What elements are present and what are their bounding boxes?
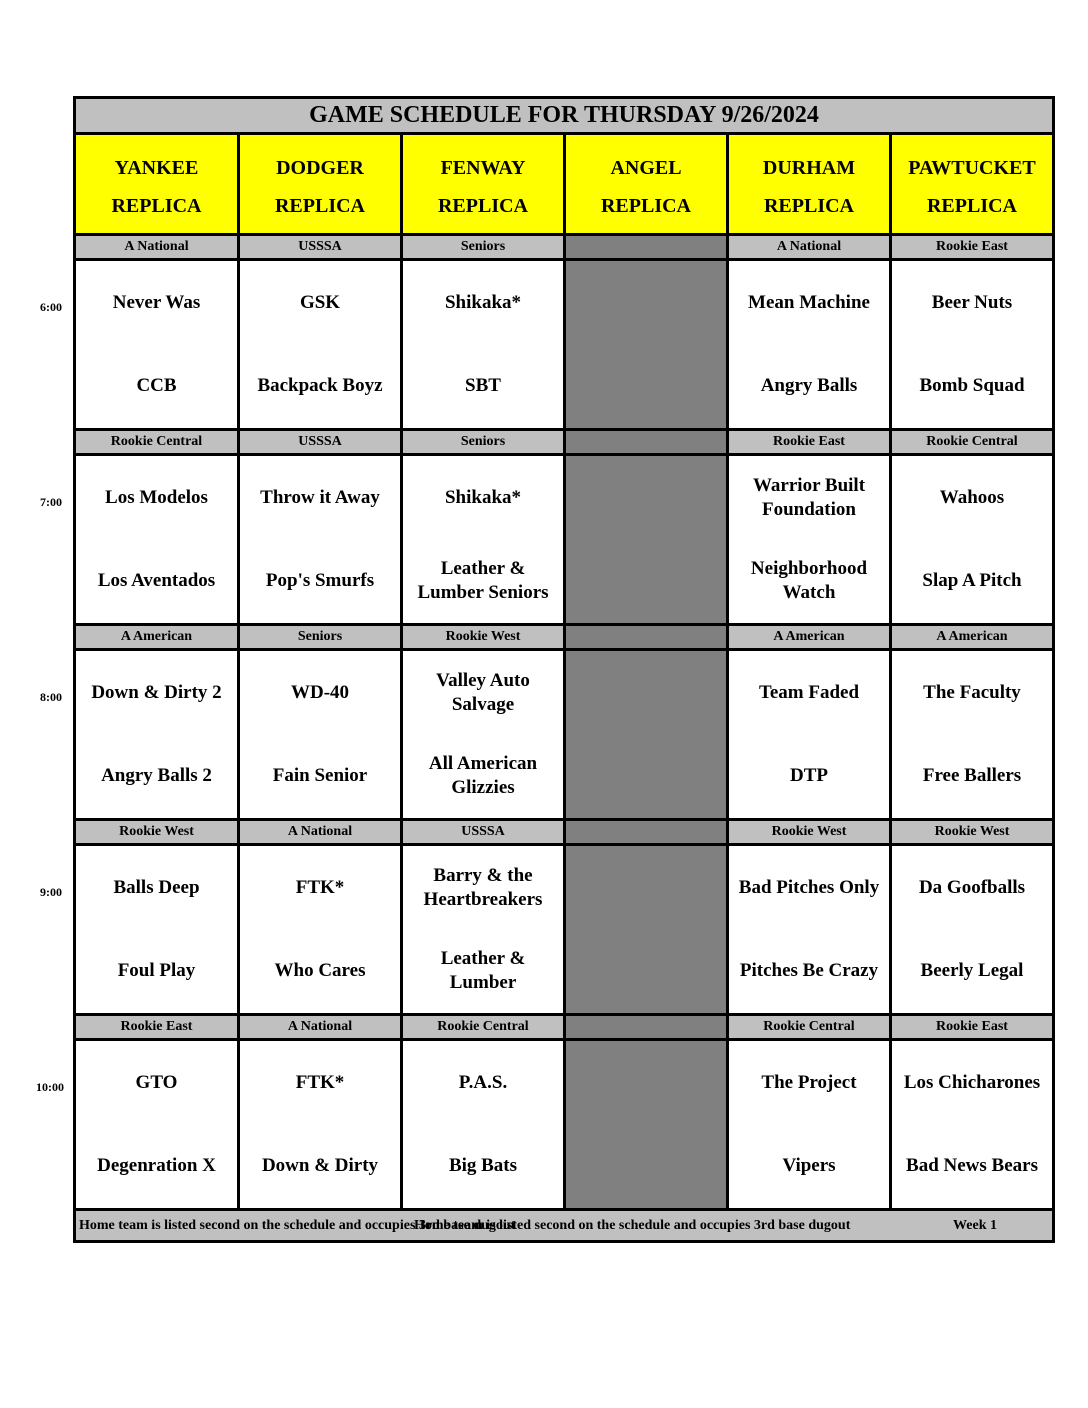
game-cell — [729, 651, 892, 818]
home-team: All American Glizzies — [428, 753, 538, 799]
game-cell — [76, 651, 240, 818]
game-cell — [403, 261, 566, 428]
away-team: Los Chicharones — [903, 1071, 1041, 1093]
home-team: Down & Dirty — [261, 1155, 379, 1177]
game-cell — [76, 1041, 240, 1208]
division-label: A American — [76, 626, 240, 648]
away-team: Valley Auto Salvage — [436, 669, 530, 715]
away-team: Mean Machine — [748, 291, 870, 313]
venue-name: FENWAY — [440, 157, 526, 179]
game-cell — [240, 261, 403, 428]
home-team: DTP — [790, 765, 828, 787]
venue-name: YANKEE — [114, 157, 199, 179]
division-label: Seniors — [403, 236, 566, 258]
away-team: Team Faded — [758, 681, 860, 703]
division-label: Rookie East — [936, 239, 1008, 254]
away-team: Barry & the Heartbreakers — [423, 864, 543, 910]
closed-field-cell — [566, 456, 729, 623]
away-team — [566, 261, 726, 345]
home-team: Who Cares — [274, 960, 366, 982]
venue-header-row — [76, 135, 1052, 236]
away-team: GSK — [299, 291, 341, 313]
division-label: Seniors — [403, 431, 566, 453]
home-team: Leather & Lumber Seniors — [417, 558, 549, 604]
away-team: Beer Nuts — [931, 291, 1013, 313]
venue-header — [76, 135, 240, 233]
home-team — [566, 735, 726, 819]
home-team: Bad News Bears — [906, 1155, 1038, 1177]
game-cell — [729, 456, 892, 623]
home-team: CCB — [136, 375, 177, 397]
game-row — [76, 261, 1052, 431]
home-team: Leather & Lumber — [440, 948, 526, 994]
away-team: P.A.S. — [458, 1071, 508, 1093]
home-team — [566, 540, 726, 624]
away-team: Warrior Built Foundation — [752, 474, 866, 520]
division-label: A American — [936, 629, 1008, 644]
venue-header — [240, 135, 403, 233]
home-team — [566, 345, 726, 429]
division-label: Rookie Central — [729, 1016, 892, 1038]
game-cell — [892, 651, 1052, 818]
game-cell — [240, 1041, 403, 1208]
home-team: Angry Balls — [760, 375, 858, 397]
venue-subtitle: REPLICA — [437, 195, 528, 217]
closed-field-cell — [566, 651, 729, 818]
venue-header — [729, 135, 892, 233]
game-cell — [892, 261, 1052, 428]
schedule-footer — [76, 1211, 1052, 1240]
footer-note-right: Home team is listed second on the schedule and occupies 3rd base dugout — [414, 1218, 851, 1233]
division-row — [76, 431, 1052, 456]
footer-note-left: Home team is listed second on the schedule and occupies 3rd base dugout — [79, 1218, 516, 1233]
away-team: FTK* — [295, 876, 345, 898]
division-label: A National — [76, 236, 240, 258]
division-label — [566, 626, 729, 648]
away-team: The Project — [761, 1071, 857, 1093]
away-team: WD-40 — [290, 681, 350, 703]
venue-name: DODGER — [276, 157, 364, 179]
away-team: GTO — [135, 1071, 178, 1093]
division-label: A National — [729, 236, 892, 258]
division-label — [566, 236, 729, 258]
away-team — [566, 1041, 726, 1125]
home-team: Angry Balls 2 — [101, 765, 212, 787]
division-label: Rookie West — [934, 824, 1010, 839]
game-cell — [729, 846, 892, 1013]
division-row — [76, 1016, 1052, 1041]
division-label: USSSA — [403, 821, 566, 843]
division-label: USSSA — [240, 431, 403, 453]
away-team: Balls Deep — [113, 876, 200, 898]
game-cell — [729, 1041, 892, 1208]
home-team: Pitches Be Crazy — [739, 960, 879, 982]
home-team: Degenration X — [97, 1155, 216, 1177]
game-cell — [403, 456, 566, 623]
venue-name: PAWTUCKET — [908, 157, 1036, 179]
home-team: Free Ballers — [922, 765, 1022, 787]
division-label: Rookie East — [76, 1016, 240, 1038]
venue-subtitle: REPLICA — [111, 195, 202, 217]
division-row — [76, 626, 1052, 651]
time-slot-label: 6:00 — [40, 300, 62, 314]
home-team: SBT — [465, 375, 501, 397]
division-label: USSSA — [240, 236, 403, 258]
division-label: Rookie West — [76, 821, 240, 843]
venue-subtitle: REPLICA — [763, 195, 854, 217]
division-row — [76, 236, 1052, 261]
away-team: The Faculty — [923, 681, 1021, 703]
home-team: Fain Senior — [272, 765, 368, 787]
time-slot-label: 10:00 — [36, 1080, 64, 1094]
schedule-table — [73, 96, 1055, 1243]
venue-header — [566, 135, 729, 233]
away-team: Throw it Away — [260, 486, 380, 508]
game-cell — [76, 456, 240, 623]
home-team: Foul Play — [117, 960, 196, 982]
away-team: FTK* — [295, 1071, 345, 1093]
venue-subtitle: REPLICA — [926, 195, 1017, 217]
schedule-title: GAME SCHEDULE FOR THURSDAY 9/26/2024 — [76, 99, 1052, 135]
division-label: Rookie East — [936, 1019, 1008, 1034]
venue-header — [403, 135, 566, 233]
away-team: Down & Dirty 2 — [91, 681, 222, 703]
away-team — [566, 846, 726, 930]
away-team: Shikaka* — [444, 291, 522, 313]
home-team — [566, 930, 726, 1014]
division-row — [76, 821, 1052, 846]
home-team: Neighborhood Watch — [750, 558, 868, 604]
game-cell — [76, 261, 240, 428]
home-team: Backpack Boyz — [257, 375, 383, 397]
home-team: Pop's Smurfs — [265, 570, 375, 592]
time-slot-label: 8:00 — [40, 690, 62, 704]
game-row — [76, 846, 1052, 1016]
venue-name: ANGEL — [610, 157, 682, 179]
venue-name: DURHAM — [762, 157, 856, 179]
home-team: Slap A Pitch — [922, 570, 1022, 592]
away-team: Shikaka* — [444, 486, 522, 508]
game-cell — [76, 846, 240, 1013]
division-label — [566, 1016, 729, 1038]
home-team: Bomb Squad — [919, 375, 1025, 397]
division-label: A National — [240, 1016, 403, 1038]
venue-subtitle: REPLICA — [274, 195, 365, 217]
home-team: Big Bats — [448, 1155, 518, 1177]
game-cell — [729, 261, 892, 428]
division-label — [566, 821, 729, 843]
home-team: Beerly Legal — [920, 960, 1024, 982]
game-row — [76, 456, 1052, 626]
game-row — [76, 651, 1052, 821]
away-team: Wahoos — [939, 486, 1005, 508]
time-slot-label: 9:00 — [40, 885, 62, 899]
game-cell — [892, 1041, 1052, 1208]
division-label: Rookie Central — [926, 434, 1018, 449]
away-team: Never Was — [112, 291, 201, 313]
time-slot-label: 7:00 — [40, 495, 62, 509]
game-row — [76, 1041, 1052, 1211]
game-cell — [403, 846, 566, 1013]
home-team — [566, 1125, 726, 1209]
week-label: Week 1 — [953, 1218, 997, 1233]
division-label: Rookie Central — [76, 431, 240, 453]
division-label: Seniors — [240, 626, 403, 648]
away-team — [566, 456, 726, 540]
division-label — [566, 431, 729, 453]
division-label: Rookie West — [403, 626, 566, 648]
away-team: Bad Pitches Only — [738, 876, 880, 898]
away-team — [566, 651, 726, 735]
game-cell — [403, 1041, 566, 1208]
division-label: Rookie Central — [403, 1016, 566, 1038]
division-label: Rookie East — [729, 431, 892, 453]
closed-field-cell — [566, 1041, 729, 1208]
venue-subtitle: REPLICA — [600, 195, 691, 217]
game-cell — [892, 456, 1052, 623]
division-label: A American — [729, 626, 892, 648]
division-label: Rookie West — [729, 821, 892, 843]
game-cell — [403, 651, 566, 818]
game-cell — [240, 456, 403, 623]
division-label: A National — [240, 821, 403, 843]
away-team: Da Goofballs — [918, 876, 1026, 898]
game-cell — [240, 846, 403, 1013]
home-team: Los Aventados — [97, 570, 216, 592]
venue-header — [892, 135, 1052, 233]
home-team: Vipers — [782, 1155, 836, 1177]
away-team: Los Modelos — [105, 486, 208, 508]
game-cell — [892, 846, 1052, 1013]
closed-field-cell — [566, 846, 729, 1013]
game-cell — [240, 651, 403, 818]
closed-field-cell — [566, 261, 729, 428]
